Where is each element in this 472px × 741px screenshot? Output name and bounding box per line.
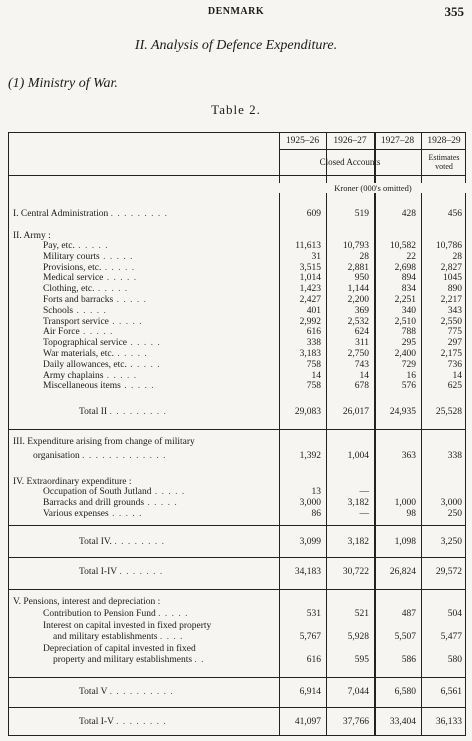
section-title: II. Analysis of Defence Expenditure. bbox=[134, 38, 338, 53]
row-label: Depreciation of capital invested in fixed bbox=[43, 644, 196, 654]
row-label: Clothing, etc. . . . . . bbox=[43, 284, 129, 295]
row-label: Pay, etc. . . . . . bbox=[43, 241, 109, 251]
cell-value: 3,515 bbox=[299, 262, 321, 273]
total-value: 33,404 bbox=[389, 717, 416, 727]
cell-value: 586 bbox=[401, 655, 416, 665]
row-label: Miscellaneous items . . . . . bbox=[43, 381, 155, 392]
cell-value: 10,793 bbox=[342, 241, 369, 251]
cell-value: 338 bbox=[447, 451, 462, 461]
row-label: Various expenses . . . . . bbox=[43, 509, 143, 519]
cell-value: 624 bbox=[354, 327, 369, 338]
row-label: and military establishments . . . . bbox=[53, 632, 184, 642]
row-label: Army chaplains . . . . . bbox=[43, 370, 138, 381]
row-label: Contribution to Pension Fund . . . . . bbox=[43, 609, 189, 619]
row-label: Daily allowances, etc. . . . . . bbox=[43, 359, 161, 370]
total-value: 3,182 bbox=[347, 537, 369, 547]
cell-value: 14 bbox=[359, 370, 369, 381]
cell-value: 340 bbox=[401, 305, 416, 316]
row-label: Military courts . . . . . bbox=[43, 251, 134, 262]
cell-value: 616 bbox=[306, 655, 321, 665]
cell-value: 743 bbox=[354, 359, 369, 370]
year-header: 1925–26 bbox=[285, 136, 320, 146]
section-label: IV. Extraordinary expenditure : bbox=[13, 477, 132, 487]
total-value: 3,099 bbox=[299, 537, 321, 547]
cell-value: 758 bbox=[306, 359, 321, 370]
total-label: Total I-V . . . . . . . . bbox=[79, 717, 167, 727]
row-label: Barracks and drill grounds . . . . . bbox=[43, 498, 178, 508]
total-value: 3,250 bbox=[440, 537, 462, 547]
row-label: Forts and barracks . . . . . bbox=[43, 295, 147, 305]
cell-value: 401 bbox=[306, 305, 321, 316]
row-label: organisation . . . . . . . . . . . . . bbox=[33, 451, 167, 461]
row-label: Provisions, etc. . . . . . bbox=[43, 262, 136, 273]
cell-value: 10,786 bbox=[435, 241, 462, 251]
cell-value: 297 bbox=[447, 338, 462, 349]
cell-value: 595 bbox=[354, 655, 369, 665]
cell-value: 22 bbox=[406, 251, 416, 262]
total-value: 41,097 bbox=[294, 717, 321, 727]
cell-value: 250 bbox=[447, 509, 462, 519]
cell-value: 5,767 bbox=[299, 632, 321, 642]
cell-value: 2,992 bbox=[299, 316, 321, 327]
row-label: property and military establishments . . bbox=[53, 655, 205, 665]
cell-value: 14 bbox=[311, 370, 321, 381]
cell-value: 5,477 bbox=[440, 632, 462, 642]
cell-value: 2,750 bbox=[347, 349, 369, 359]
cell-value: 311 bbox=[355, 338, 369, 349]
total-value: 1,098 bbox=[394, 537, 416, 547]
cell-value: 13 bbox=[311, 487, 321, 497]
cell-value: 2,427 bbox=[299, 295, 321, 305]
expenditure-table bbox=[8, 132, 466, 736]
cell-value: 2,217 bbox=[440, 295, 462, 305]
cell-value: 1,004 bbox=[347, 451, 369, 461]
total-value: 6,914 bbox=[299, 687, 321, 697]
cell-value: 1,423 bbox=[299, 284, 321, 295]
cell-value: 363 bbox=[401, 451, 416, 461]
total-value: 30,722 bbox=[342, 567, 369, 577]
row-label: Topographical service . . . . . bbox=[43, 338, 161, 349]
cell-value: 14 bbox=[452, 370, 462, 381]
cell-value: 3,000 bbox=[299, 498, 321, 508]
unit-label: Kroner (000's omitted) bbox=[279, 183, 467, 193]
row-label: Transport service . . . . . bbox=[43, 316, 143, 327]
cell-value: 504 bbox=[447, 609, 462, 619]
row-rule bbox=[9, 525, 465, 526]
header-rule bbox=[279, 149, 465, 150]
cell-value: 428 bbox=[401, 209, 416, 219]
cell-value: 3,000 bbox=[440, 498, 462, 508]
cell-value: 487 bbox=[401, 609, 416, 619]
cell-value: 1,144 bbox=[347, 284, 369, 295]
cell-value: 788 bbox=[401, 327, 416, 338]
cell-value: 2,550 bbox=[440, 316, 462, 327]
total-value: 37,766 bbox=[342, 717, 369, 727]
cell-value: 1,000 bbox=[394, 498, 416, 508]
cell-value: 1,392 bbox=[299, 451, 321, 461]
row-label: I. Central Administration . . . . . . . . . bbox=[13, 209, 169, 219]
cell-value: — bbox=[359, 509, 369, 519]
total-value: 26,017 bbox=[342, 407, 369, 417]
cell-value: 338 bbox=[306, 338, 321, 349]
cell-value: 950 bbox=[354, 273, 369, 284]
cell-value: 28 bbox=[359, 251, 369, 262]
cell-value: 625 bbox=[447, 381, 462, 392]
cell-value: 758 bbox=[306, 381, 321, 392]
total-value: 29,083 bbox=[294, 407, 321, 417]
cell-value: 1,014 bbox=[299, 273, 321, 284]
cell-value: 834 bbox=[401, 284, 416, 295]
cell-value: 519 bbox=[354, 209, 369, 219]
cell-value: 5,507 bbox=[394, 632, 416, 642]
cell-value: 894 bbox=[401, 273, 416, 284]
cell-value: 2,510 bbox=[394, 316, 416, 327]
cell-value: 1045 bbox=[443, 273, 462, 284]
cell-value: 10,582 bbox=[389, 241, 416, 251]
cell-value: 2,200 bbox=[347, 295, 369, 305]
column-rule bbox=[279, 133, 280, 735]
section-label: V. Pensions, interest and depreciation : bbox=[13, 597, 161, 607]
cell-value: 2,532 bbox=[347, 316, 369, 327]
cell-value: 2,400 bbox=[394, 349, 416, 359]
row-label: War materials, etc. . . . . . bbox=[43, 349, 148, 359]
total-label: Total II . . . . . . . . . bbox=[79, 407, 167, 417]
cell-value: 3,182 bbox=[347, 498, 369, 508]
total-label: Total V . . . . . . . . . . bbox=[79, 687, 174, 697]
row-label: Schools . . . . . bbox=[43, 305, 107, 316]
cell-value: 86 bbox=[311, 509, 321, 519]
cell-value: 2,251 bbox=[394, 295, 416, 305]
cell-value: 343 bbox=[447, 305, 462, 316]
row-label: III. Expenditure arising from change of military bbox=[13, 437, 195, 447]
cell-value: 616 bbox=[306, 327, 321, 338]
row-rule bbox=[9, 429, 465, 430]
cell-value: 3,183 bbox=[299, 349, 321, 359]
cell-value: 521 bbox=[354, 609, 369, 619]
cell-value: 98 bbox=[406, 509, 416, 519]
column-rule bbox=[374, 133, 376, 735]
table-caption: Table 2. bbox=[211, 102, 261, 117]
cell-value: 2,698 bbox=[394, 262, 416, 273]
cell-value: 2,827 bbox=[440, 262, 462, 273]
total-value: 7,044 bbox=[347, 687, 369, 697]
cell-value: 16 bbox=[406, 370, 416, 381]
closed-accounts-header: Closed Accounts bbox=[319, 157, 381, 167]
cell-value: 775 bbox=[447, 327, 462, 338]
subsection-title: (1) Ministry of War. bbox=[8, 76, 118, 91]
running-header: DENMARK bbox=[207, 6, 265, 17]
cell-value: 580 bbox=[447, 655, 462, 665]
row-label: Occupation of South Jutland . . . . . bbox=[43, 487, 186, 497]
cell-value: 369 bbox=[354, 305, 369, 316]
row-rule bbox=[9, 557, 465, 558]
cell-value: — bbox=[359, 487, 369, 497]
year-header: 1927–28 bbox=[380, 136, 415, 146]
column-rule bbox=[421, 133, 422, 735]
cell-value: 736 bbox=[447, 359, 462, 370]
cell-value: 28 bbox=[452, 251, 462, 262]
cell-value: 678 bbox=[354, 381, 369, 392]
year-header: 1926–27 bbox=[333, 136, 367, 146]
header-rule bbox=[9, 175, 465, 176]
cell-value: 295 bbox=[401, 338, 416, 349]
total-value: 29,572 bbox=[435, 567, 462, 577]
cell-value: 890 bbox=[447, 284, 462, 295]
total-value: 6,580 bbox=[394, 687, 416, 697]
estimates-header: Estimates voted bbox=[428, 153, 460, 171]
cell-value: 2,175 bbox=[440, 349, 462, 359]
page-number: 355 bbox=[444, 4, 464, 19]
row-label: Medical service . . . . . bbox=[43, 273, 138, 284]
total-value: 36,133 bbox=[435, 717, 462, 727]
row-label: Air Force . . . . . bbox=[43, 327, 114, 338]
year-header: 1928–29 bbox=[427, 136, 461, 146]
cell-value: 31 bbox=[311, 251, 321, 262]
total-value: 6,561 bbox=[440, 687, 462, 697]
cell-value: 531 bbox=[306, 609, 321, 619]
cell-value: 2,881 bbox=[347, 262, 369, 273]
cell-value: 576 bbox=[401, 381, 416, 392]
row-rule bbox=[9, 677, 465, 678]
total-value: 25,528 bbox=[435, 407, 462, 417]
cell-value: 729 bbox=[401, 359, 416, 370]
row-rule bbox=[9, 589, 465, 590]
total-value: 24,935 bbox=[389, 407, 416, 417]
cell-value: 456 bbox=[447, 209, 462, 219]
cell-value: 11,613 bbox=[295, 241, 321, 251]
total-value: 34,183 bbox=[294, 567, 321, 577]
column-rule bbox=[326, 133, 327, 735]
total-label: Total IV. . . . . . . . . bbox=[79, 537, 165, 547]
row-label: Interest on capital invested in fixed property bbox=[43, 621, 212, 631]
section-label: II. Army : bbox=[13, 231, 51, 241]
total-label: Total I-IV . . . . . . . bbox=[79, 567, 164, 577]
cell-value: 609 bbox=[306, 209, 321, 219]
cell-value: 5,928 bbox=[347, 632, 369, 642]
total-value: 26,824 bbox=[389, 567, 416, 577]
row-rule bbox=[9, 707, 465, 708]
